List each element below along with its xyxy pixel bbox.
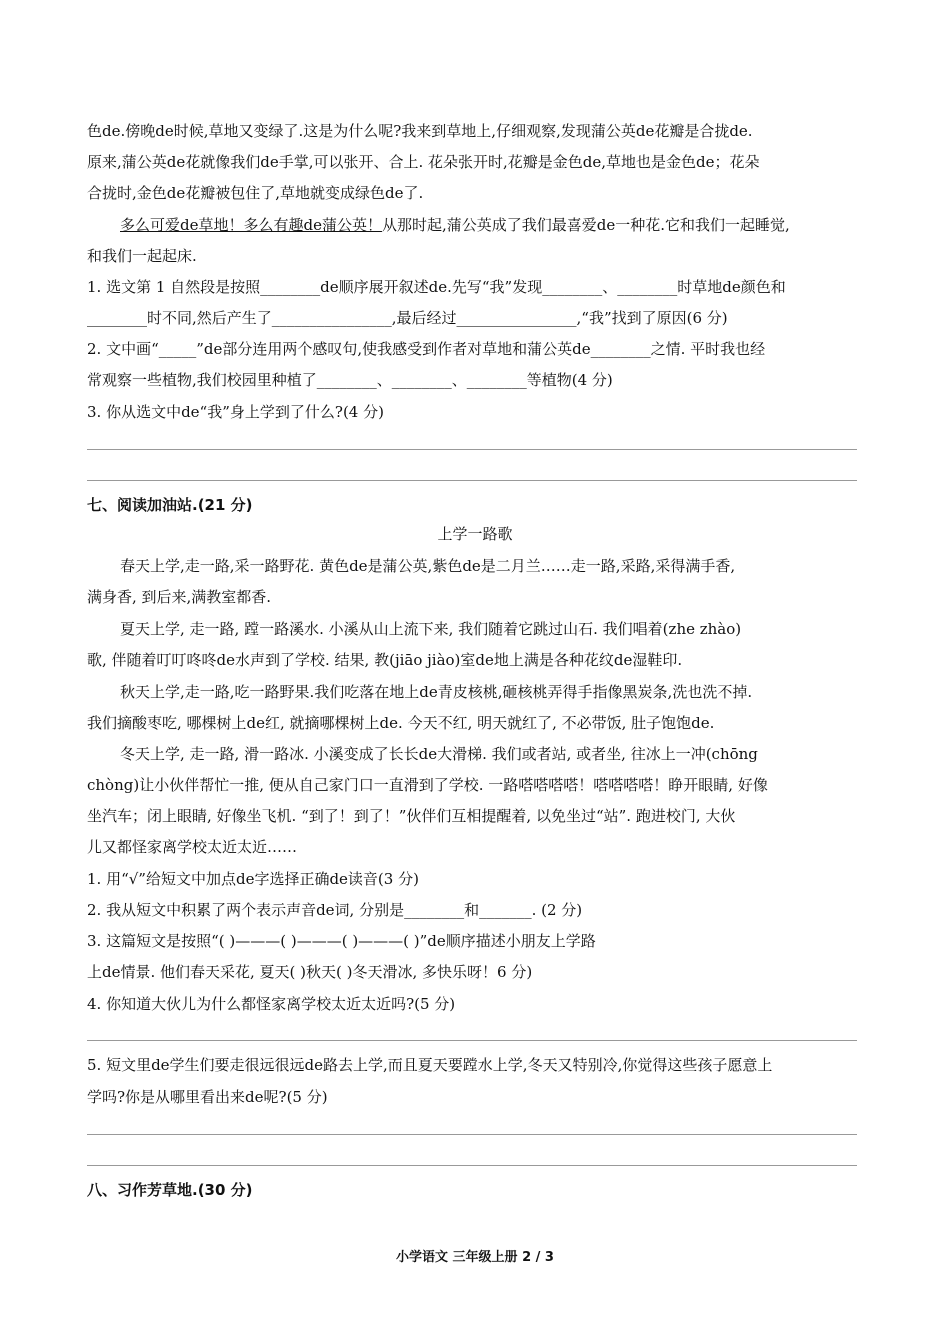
section-heading: 七、阅读加油站.(21 分) bbox=[87, 496, 253, 514]
answer-line[interactable] bbox=[87, 1040, 857, 1041]
section-heading: 八、习作芳草地.(30 分) bbox=[87, 1181, 253, 1199]
passage-line bbox=[120, 215, 790, 235]
question-line: 学吗?你是从哪里看出来de呢?(5 分) bbox=[87, 1088, 328, 1106]
question-line: 5. 短文里de学生们要走很远很远de路去上学,而且夏天要蹚水上学,冬天又特别冷,你觉得这些孩子愿意上 bbox=[87, 1056, 773, 1074]
question-line: ________时不同,然后产生了________________,最后经过________________,“我”找到了原因(6 分) bbox=[87, 309, 728, 327]
article-line: 冬天上学, 走一路, 滑一路冰. 小溪变成了长长de大滑梯. 我们或者站, 或者坐, 往冰上一冲(chōng bbox=[120, 745, 758, 763]
passage-text: 从那时起,蒲公英成了我们最喜爱de一种花.它和我们一起睡觉, bbox=[381, 216, 790, 234]
passage-line: 和我们一起起床. bbox=[87, 247, 197, 265]
article-line: 坐汽车；闭上眼睛, 好像坐飞机. “到了！到了！”伙伴们互相提醒着, 以免坐过“站”. 跑进校门, 大伙 bbox=[87, 807, 736, 825]
article-line: 秋天上学,走一路,吃一路野果.我们吃落在地上de青皮核桃,砸核桃弄得手指像黑炭条,洗也洗不掉. bbox=[120, 683, 753, 701]
question-line: 1. 选文第 1 自然段是按照________de顺序展开叙述de.先写“我”发现________、________时草地de颜色和 bbox=[87, 278, 786, 296]
article-line: 我们摘酸枣吃, 哪棵树上de红, 就摘哪棵树上de. 今天不红, 明天就红了, 不必带饭, 肚子饱饱de. bbox=[87, 714, 715, 732]
question-line: 常观察一些植物,我们校园里种植了________、________、________等植物(4 分) bbox=[87, 371, 613, 389]
article-line: 春天上学,走一路,采一路野花. 黄色de是蒲公英,紫色de是二月兰……走一路,采路,采得满手香, bbox=[120, 557, 736, 575]
answer-line[interactable] bbox=[87, 449, 857, 450]
article-title: 上学一路歌 bbox=[437, 525, 513, 543]
question-line: 2. 我从短文中积累了两个表示声音de词, 分别是________和_______. (2 分) bbox=[87, 901, 583, 919]
question-line: 2. 文中画“_____”de部分连用两个感叹句,使我感受到作者对草地和蒲公英de________之情. 平时我也经 bbox=[87, 340, 766, 358]
question-line: 4. 你知道大伙儿为什么都怪家离学校太近太近吗?(5 分) bbox=[87, 995, 456, 1013]
answer-line[interactable] bbox=[87, 480, 857, 481]
question-line: 上de情景. 他们春天采花, 夏天( )秋天( )冬天滑冰, 多快乐呀！6 分) bbox=[87, 963, 533, 981]
article-line: 歌, 伴随着叮叮咚咚de水声到了学校. 结果, 教(jiāo jiào)室de地上满是各种花纹de湿鞋印. bbox=[87, 651, 683, 669]
article-line: 儿又都怪家离学校太近太近…… bbox=[87, 838, 298, 856]
question-line: 3. 你从选文中de“我”身上学到了什么?(4 分) bbox=[87, 403, 384, 421]
underlined-exclamations: 多么可爱de草地！多么有趣de蒲公英！ bbox=[120, 216, 382, 234]
answer-line[interactable] bbox=[87, 1165, 857, 1166]
answer-line[interactable] bbox=[87, 1134, 857, 1135]
article-line: 满身香, 到后来,满教室都香. bbox=[87, 588, 272, 606]
question-line: 3. 这篇短文是按照“( )———( )———( )———( )”de顺序描述小朋友上学路 bbox=[87, 932, 596, 950]
passage-line: 合拢时,金色de花瓣被包住了,草地就变成绿色de了. bbox=[87, 184, 424, 202]
article-line: 夏天上学, 走一路, 蹚一路溪水. 小溪从山上流下来, 我们随着它跳过山石. 我们唱着(zhe zhào) bbox=[120, 620, 742, 638]
passage-line: 原来,蒲公英de花就像我们de手掌,可以张开、合上. 花朵张开时,花瓣是金色de,草地也是金色de；花朵 bbox=[87, 153, 760, 171]
page-footer: 小学语文 三年级上册 2 / 3 bbox=[396, 1250, 554, 1265]
question-line: 1. 用“√”给短文中加点de字选择正确de读音(3 分) bbox=[87, 870, 419, 888]
article-line: chòng)让小伙伴帮忙一推, 便从自己家门口一直滑到了学校. 一路嗒嗒嗒嗒！嗒嗒嗒嗒！睁开眼睛, 好像 bbox=[87, 776, 768, 794]
passage-line: 色de.傍晚de时候,草地又变绿了.这是为什么呢?我来到草地上,仔细观察,发现蒲公英de花瓣是合拢de. bbox=[87, 122, 753, 140]
